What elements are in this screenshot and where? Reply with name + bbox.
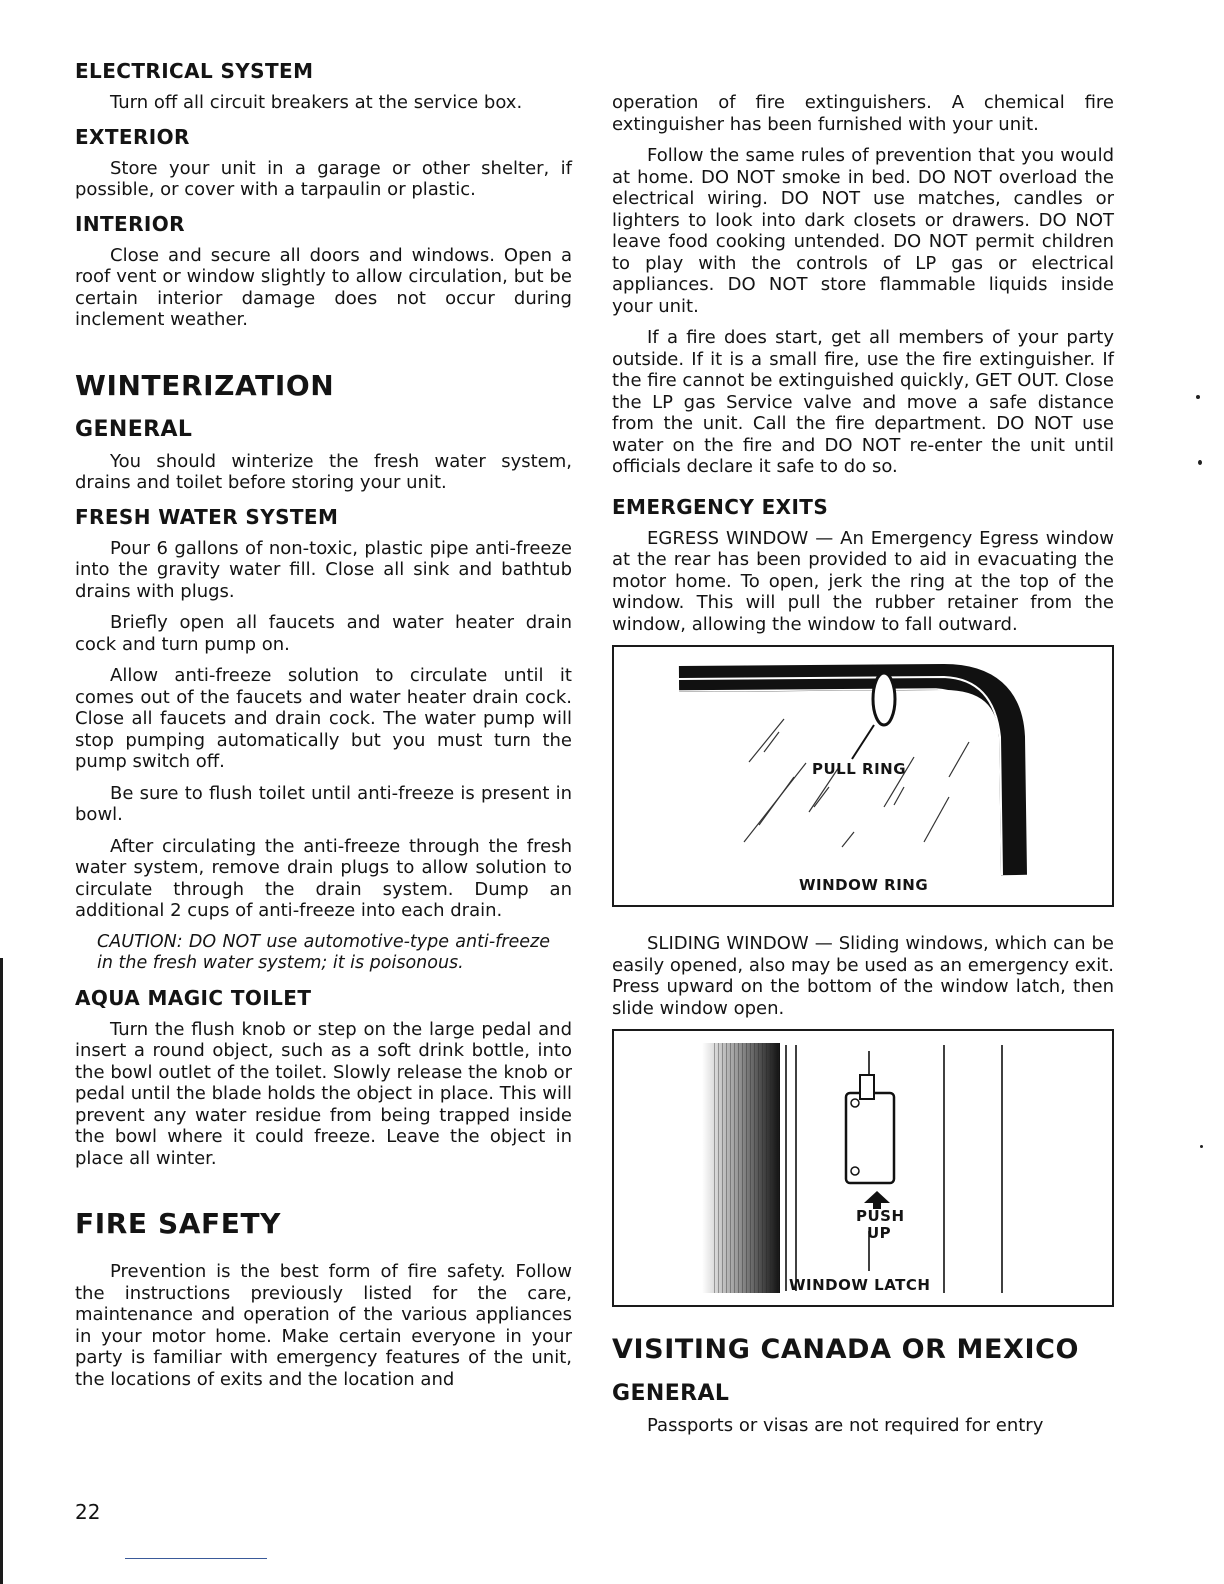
- general-text: You should winterize the fresh water system, drains and toilet before storing your unit.: [75, 450, 572, 493]
- left-column: [75, 58, 572, 1400]
- visiting-canada-mexico-heading: VISITING CANADA OR MEXICO: [612, 1334, 1080, 1365]
- fresh-water-text-1: Pour 6 gallons of non-toxic, plastic pipe anti-freeze into the gravity water fill. Close all sink and bathtub drains with plugs.: [75, 537, 572, 602]
- window-latch-label: WINDOW LATCH: [789, 1276, 931, 1294]
- visiting-general-heading: GENERAL: [612, 1381, 730, 1406]
- sliding-window-figure: [612, 1029, 1114, 1307]
- window-ring-label: WINDOW RING: [799, 876, 929, 894]
- fire-safety-text-3: If a fire does start, get all members of your party outside. If it is a small fire, use the fire extinguisher. If the fire cannot be extinguished quickly, GET OUT. Close the LP gas Service valve and move a safe distance from the unit. Call the fire department. DO NOT use water on the fire and DO NOT re-enter the unit until officials declare it safe to do so.: [612, 327, 1114, 477]
- aqua-magic-text: Turn the flush knob or step on the large pedal and insert a round object, such as a soft drink bottle, into the bowl outlet of the toilet. Slowly release the knob or pedal until the blade holds the object in place. This will prevent any water residue from being trapped inside the bowl where it could freeze. Leave the object in place all winter.: [75, 1018, 572, 1169]
- electrical-system-text: Turn off all circuit breakers at the service box.: [110, 92, 523, 113]
- exterior-text: Store your unit in a garage or other shelter, if possible, or cover with a tarpaulin or plastic.: [75, 157, 572, 200]
- up-label: UP: [867, 1224, 892, 1242]
- fresh-water-heading: FRESH WATER SYSTEM: [75, 504, 339, 529]
- scan-edge-mark: [0, 958, 3, 1584]
- fresh-water-text-5: After circulating the anti-freeze through the fresh water system, remove drain plugs to allow solution to circulate through the drain system. Dump an additional 2 cups of anti-freeze into each drain.: [75, 835, 572, 921]
- pull-ring-label: PULL RING: [812, 760, 907, 778]
- fire-safety-text-1-continued: operation of fire extinguishers. A chemical fire extinguisher has been furnished with your unit.: [612, 92, 1114, 135]
- interior-text: Close and secure all doors and windows. Open a roof vent or window slightly to allow circulation, but be certain interior damage does not occur during inclement weather.: [75, 244, 572, 330]
- fresh-water-text-3: Allow anti-freeze solution to circulate until it comes out of the faucets and water heater drain cock. Close all faucets and drain cock. The water pump will stop pumping automatically but you must turn the pump switch off.: [75, 665, 572, 772]
- fire-safety-text-1: Prevention is the best form of fire safety. Follow the instructions previously listed for the care, maintenance and operation of the various appliances in your motor home. Make certain everyone in your party is familiar with emergency features of the unit, the locations of exits and the location and: [75, 1261, 572, 1390]
- exterior-heading: EXTERIOR: [75, 124, 190, 149]
- electrical-system-heading: ELECTRICAL SYSTEM: [75, 59, 314, 83]
- aqua-magic-heading: AQUA MAGIC TOILET: [75, 985, 312, 1010]
- page-number: 22: [75, 1500, 101, 1524]
- general-heading: GENERAL: [75, 416, 193, 442]
- interior-heading: INTERIOR: [75, 211, 185, 236]
- right-column: [612, 92, 1114, 1447]
- winterization-heading: WINTERIZATION: [75, 368, 335, 402]
- fresh-water-text-2: Briefly open all faucets and water heater drain cock and turn pump on.: [75, 612, 572, 655]
- emergency-exits-heading: EMERGENCY EXITS: [612, 494, 829, 519]
- caution-note: CAUTION: DO NOT use automotive-type anti-freeze in the fresh water system; it is poisonous.: [97, 931, 550, 973]
- fire-safety-text-2: Follow the same rules of prevention that you would at home. DO NOT smoke in bed. DO NOT overload the electrical wiring. DO NOT use matches, candles or lighters to look into dark closets or drawers. DO NOT leave food cooking untended. DO NOT permit children to play with the controls of LP gas or electrical appliances. DO NOT store flammable liquids inside your unit.: [612, 145, 1114, 317]
- scan-speck: [1196, 395, 1200, 399]
- scan-speck: [1200, 1145, 1203, 1148]
- sliding-window-illustration: [614, 1031, 1112, 1305]
- sliding-window-text: SLIDING WINDOW — Sliding windows, which can be easily opened, also may be used as an emergency exit. Press upward on the bottom of the window latch, then slide window open.: [612, 933, 1114, 1019]
- fresh-water-text-4: Be sure to flush toilet until anti-freeze is present in bowl.: [75, 782, 572, 825]
- egress-window-illustration: [614, 647, 1112, 905]
- scan-speck: [1198, 460, 1202, 465]
- footer-rule: [125, 1558, 267, 1559]
- egress-window-figure: [612, 645, 1114, 907]
- egress-window-text: EGRESS WINDOW — An Emergency Egress window at the rear has been provided to aid in evacuating the motor home. To open, jerk the ring at the top of the window. This will pull the rubber retainer from the window, allowing the window to fall outward.: [612, 527, 1114, 635]
- visiting-text: Passports or visas are not required for entry: [647, 1415, 1044, 1436]
- fire-safety-heading: FIRE SAFETY: [75, 1207, 282, 1240]
- push-label: PUSH: [856, 1207, 905, 1225]
